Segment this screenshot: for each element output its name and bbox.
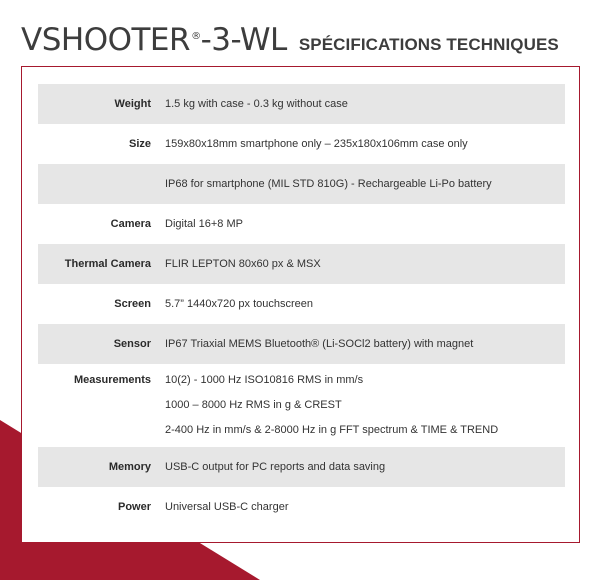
specs-panel <box>21 66 580 543</box>
spec-row-thermal-camera <box>38 244 565 284</box>
spec-value: USB-C output for PC reports and data saving <box>165 461 386 473</box>
spec-label: Memory <box>108 461 151 473</box>
spec-row-power <box>38 487 565 527</box>
spec-row-protection <box>38 164 565 204</box>
spec-row-weight <box>38 84 565 124</box>
spec-label: Sensor <box>113 338 151 350</box>
spec-row-sensor <box>38 324 565 364</box>
spec-label: Camera <box>110 218 151 230</box>
page-title: SPÉCIFICATIONS TECHNIQUES <box>298 35 559 54</box>
spec-row-size <box>38 124 565 164</box>
spec-label: Weight <box>114 98 151 110</box>
spec-row-memory <box>38 447 565 487</box>
spec-value-list <box>165 364 498 449</box>
spec-value: 159x80x18mm smartphone only – 235x180x106mm case only <box>165 138 468 150</box>
spec-value: 1.5 kg with case - 0.3 kg without case <box>165 98 348 110</box>
spec-value: IP67 Triaxial MEMS Bluetooth® (Li-SOCl2 battery) with magnet <box>165 338 474 350</box>
spec-label: Screen <box>114 298 151 310</box>
spec-value: Universal USB-C charger <box>165 501 289 513</box>
spec-value: FLIR LEPTON 80x60 px & MSX <box>165 258 321 270</box>
spec-label: Size <box>128 138 151 150</box>
spec-label: Measurements <box>73 374 151 386</box>
spec-value-line: 10(2) - 1000 Hz ISO10816 RMS in mm/s <box>165 374 364 386</box>
spec-value: Digital 16+8 MP <box>165 218 243 230</box>
spec-row-screen <box>38 284 565 324</box>
specs-table <box>38 84 565 527</box>
spec-value: 5.7” 1440x720 px touchscreen <box>165 298 313 310</box>
spec-label: Power <box>117 501 151 513</box>
spec-value: IP68 for smartphone (MIL STD 810G) - Rechargeable Li-Po battery <box>165 178 492 190</box>
spec-label: Thermal Camera <box>64 258 151 270</box>
spec-value-line: 2-400 Hz in mm/s & 2-8000 Hz in g FFT spectrum & TIME & TREND <box>165 424 499 436</box>
spec-value-line: 1000 – 8000 Hz RMS in g & CREST <box>165 399 342 411</box>
page-header <box>21 22 559 62</box>
spec-row-measurements <box>38 364 565 447</box>
product-logo: VSHOOTER®-3-WL <box>21 22 287 58</box>
spec-row-camera <box>38 204 565 244</box>
